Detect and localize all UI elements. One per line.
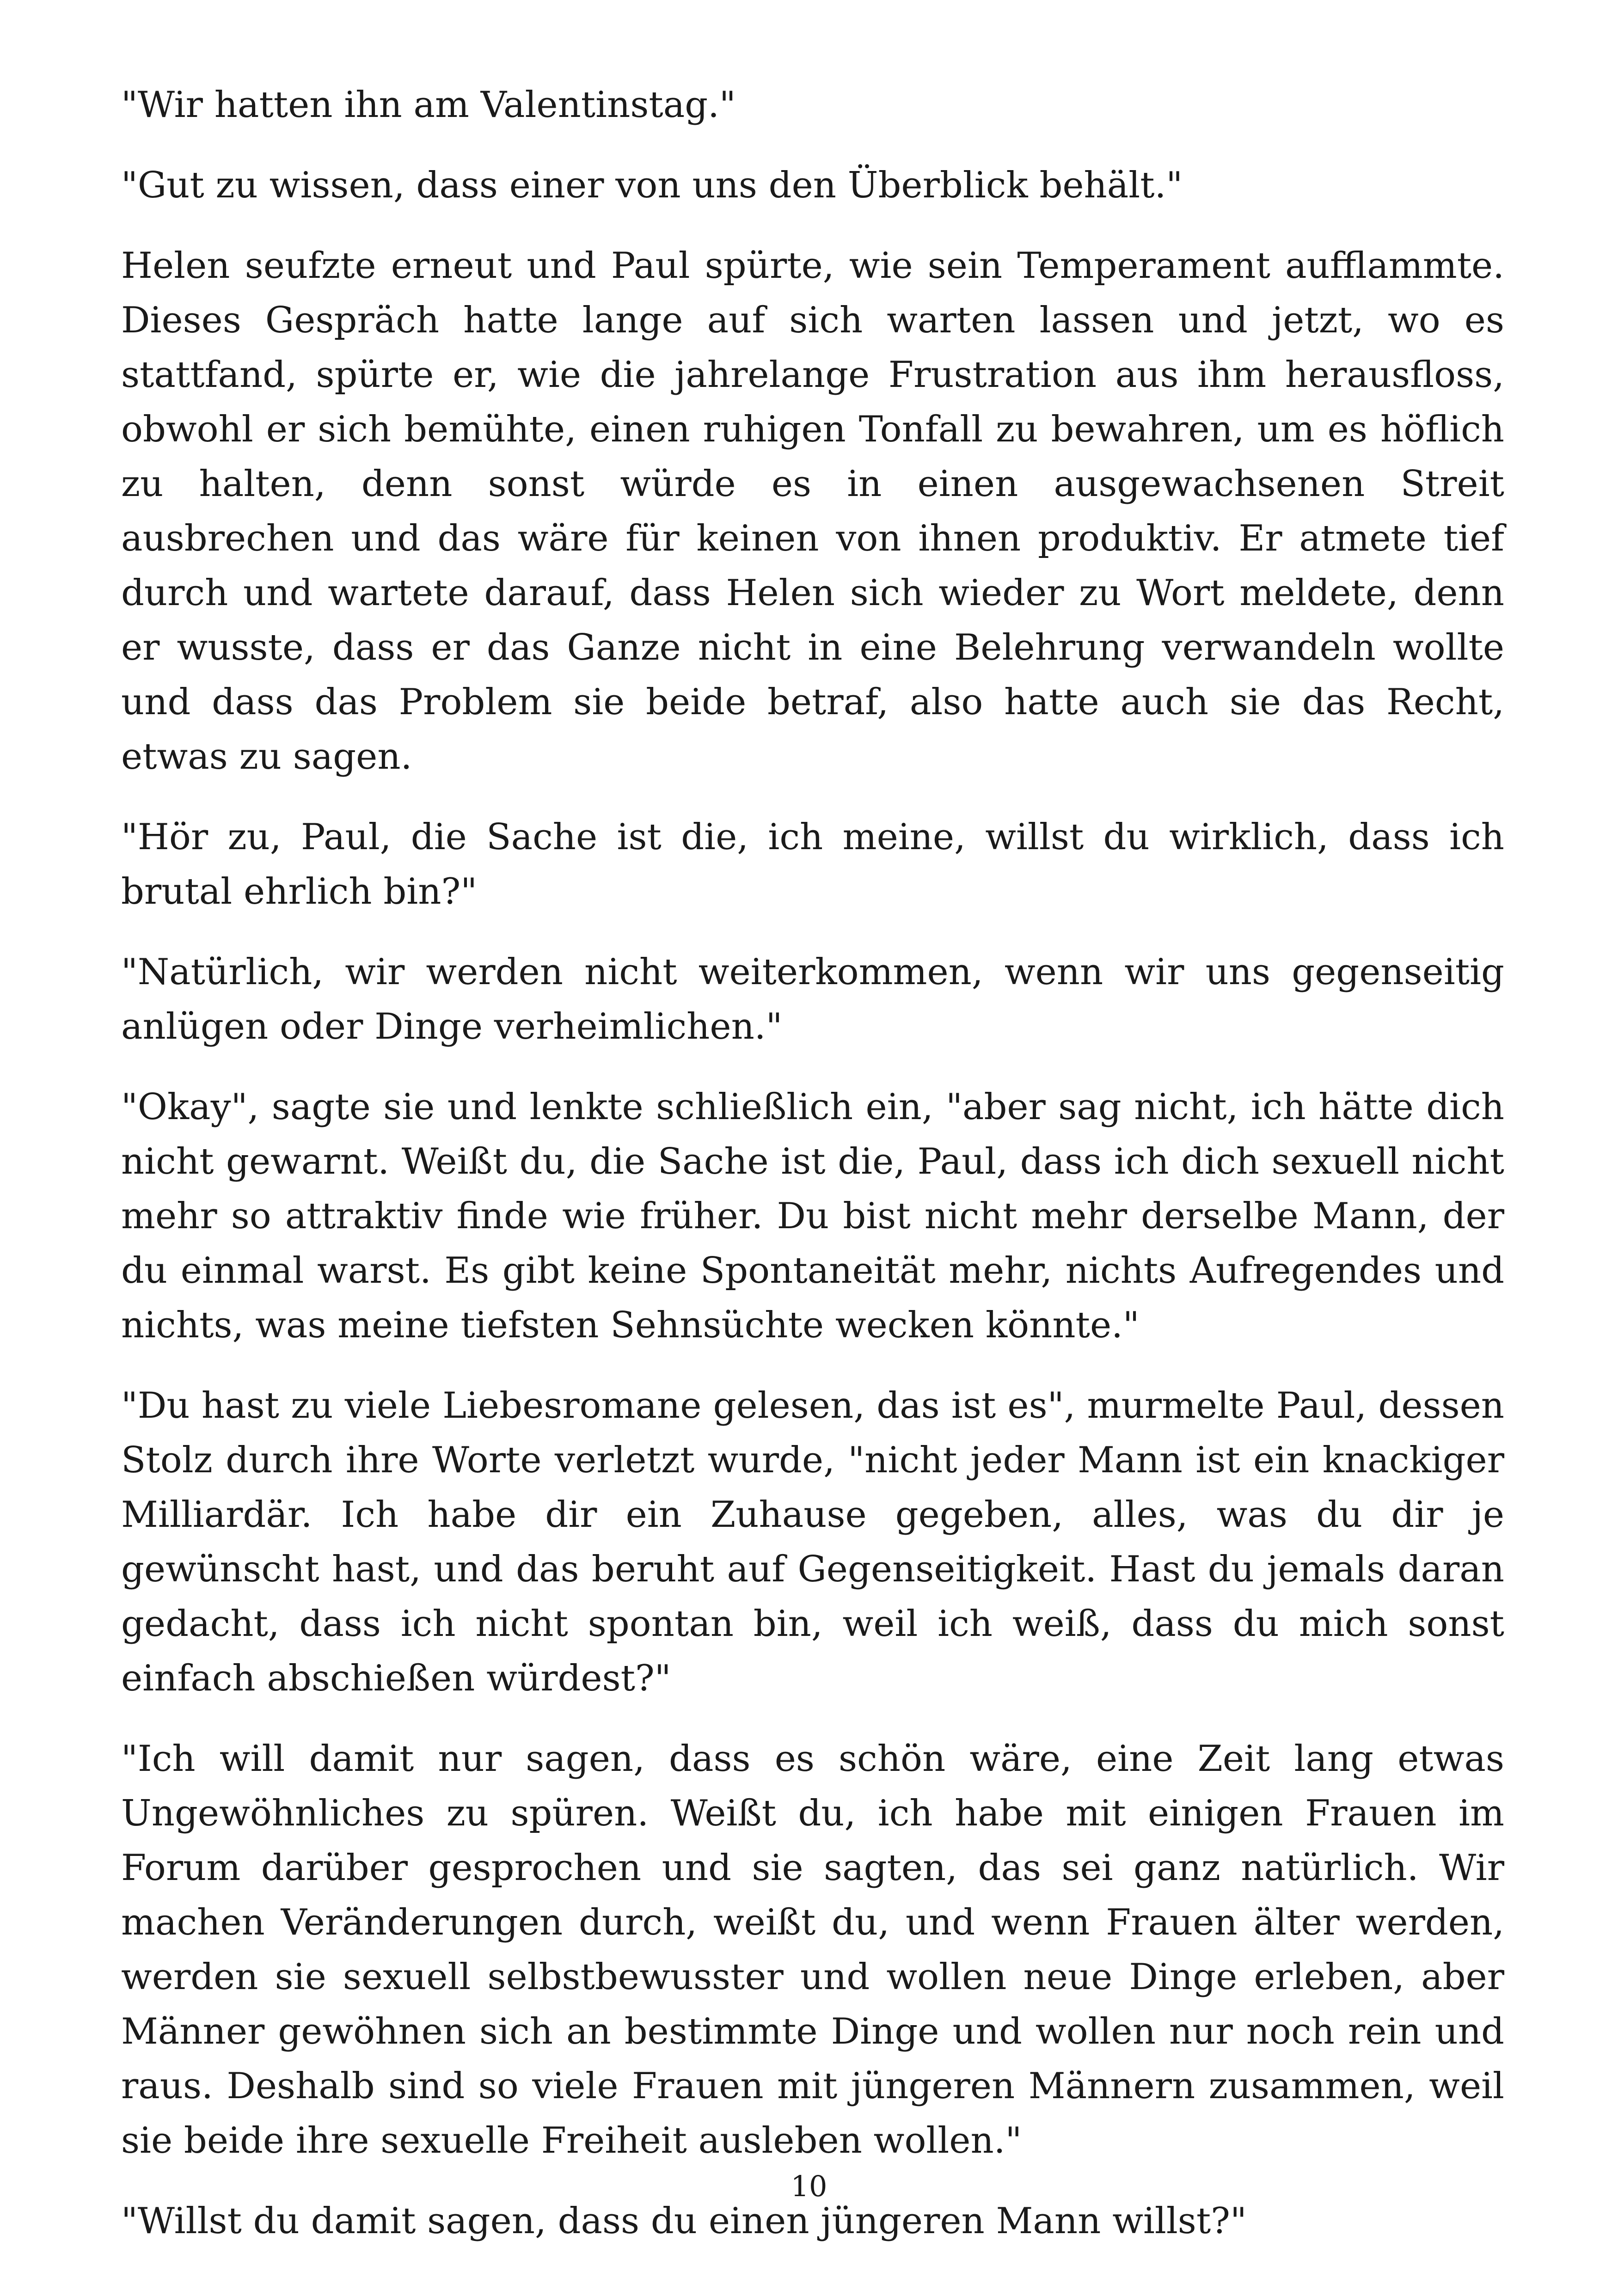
paragraph: "Willst du damit sagen, dass du einen jüngeren Mann willst?" <box>121 2200 1247 2242</box>
paragraph: "Hör zu, Paul, die Sache ist die, ich meine, willst du wirklich, dass ich brutal ehrlich bin?" <box>121 816 1504 912</box>
page-number: 10 <box>791 2169 827 2203</box>
paragraph: "Natürlich, wir werden nicht weiterkommen, wenn wir uns gegenseitig anlügen oder Dinge verheimlichen." <box>121 951 1504 1047</box>
paragraph: "Okay", sagte sie und lenkte schließlich ein, "aber sag nicht, ich hätte dich nicht gewarnt. Weißt du, die Sache ist die, Paul, dass ich dich sexuell nicht mehr so attraktiv finde wie früher. Du bist nicht mehr derselbe Mann, der du einmal warst. Es gibt keine Spontaneität mehr, nichts Aufregendes und nichts, was meine tiefsten Sehnsüchte wecken könnte." <box>121 1086 1504 1346</box>
body-text <box>121 78 1504 2248</box>
paragraph: "Wir hatten ihn am Valentinstag." <box>121 84 736 126</box>
paragraph: "Gut zu wissen, dass einer von uns den Überblick behält." <box>121 165 1183 206</box>
paragraph: "Du hast zu viele Liebesromane gelesen, das ist es", murmelte Paul, dessen Stolz durch ihre Worte verletzt wurde, "nicht jeder Mann ist ein knackiger Milliardär. Ich habe dir ein Zuhause gegeben, alles, was du dir je gewünscht hast, und das beruht auf Gegenseitigkeit. Hast du jemals daran gedacht, dass ich nicht spontan bin, weil ich weiß, dass du mich sonst einfach abschießen würdest?" <box>121 1385 1504 1699</box>
paragraph: Helen seufzte erneut und Paul spürte, wie sein Temperament aufflammte. Dieses Gespräch hatte lange auf sich warten lassen und jetzt, wo es stattfand, spürte er, wie die jahrelange Frustration aus ihm herausfloss, obwohl er sich bemühte, einen ruhigen Tonfall zu bewahren, um es höflich zu halten, denn sonst würde es in einen ausgewachsenen Streit ausbrechen und das wäre für keinen von ihnen produktiv. Er atmete tief durch und wartete darauf, dass Helen sich wieder zu Wort meldete, denn er wusste, dass er das Ganze nicht in eine Belehrung verwandeln wollte und dass das Problem sie beide betraf, also hatte auch sie das Recht, etwas zu sagen. <box>121 245 1504 778</box>
paragraph: "Ich will damit nur sagen, dass es schön wäre, eine Zeit lang etwas Ungewöhnliches zu spüren. Weißt du, ich habe mit einigen Frauen im Forum darüber gesprochen und sie sagten, das sei ganz natürlich. Wir machen Veränderungen durch, weißt du, und wenn Frauen älter werden, werden sie sexuell selbstbewusster und wollen neue Dinge erleben, aber Männer gewöhnen sich an bestimmte Dinge und wollen nur noch rein und raus. Deshalb sind so viele Frauen mit jüngeren Männern zusammen, weil sie beide ihre sexuelle Freiheit ausleben wollen." <box>121 1738 1504 2161</box>
